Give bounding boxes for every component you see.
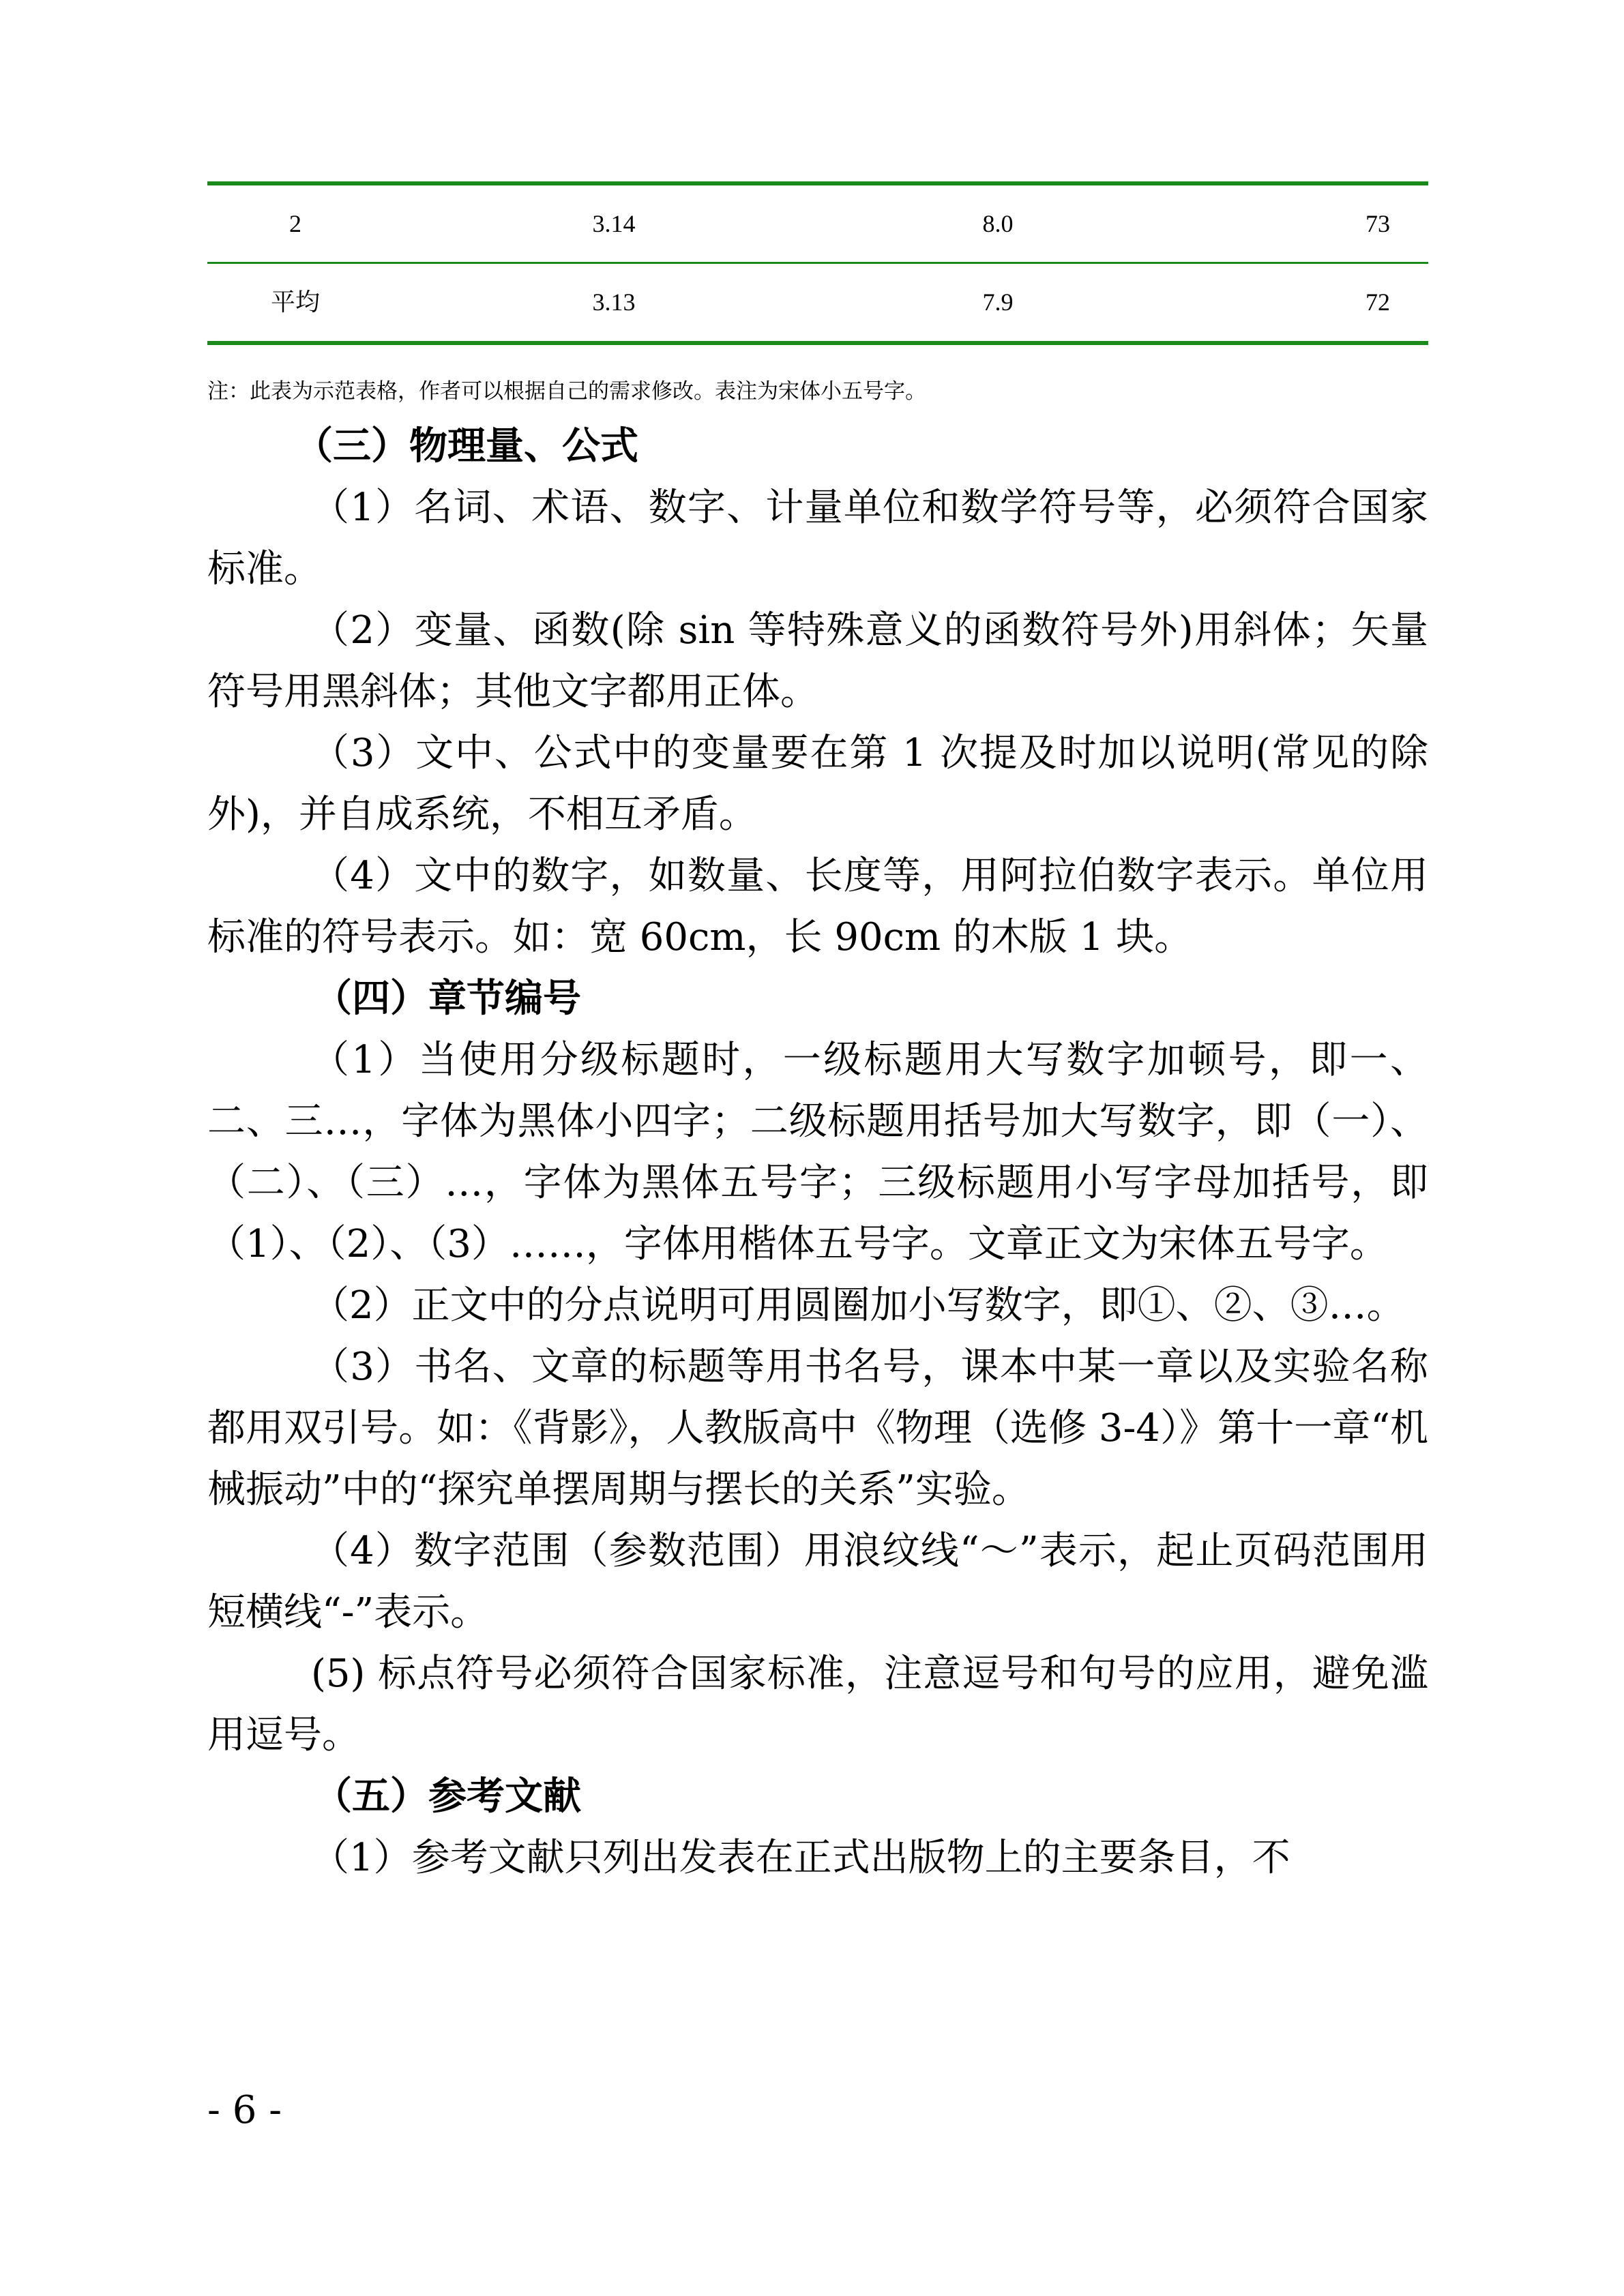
table-cell: 3.13 [592, 288, 636, 316]
paragraph: (5) 标点符号必须符合国家标准，注意逗号和句号的应用，避免滥用逗号。 [207, 1652, 1428, 1757]
paragraph: （1）当使用分级标题时，一级标题用大写数字加顿号，即一、二、三…，字体为黑体小四字；二级标题用括号加大写数字，即（一）、（二）、（三）…，字体为黑体五号字；三级标题用小写字母加括号，即（1）、（2）、（3）……，字体用楷体五号字。文章正文为宋体五号字。 [207, 1038, 1428, 1266]
table-cell: 2 [289, 210, 301, 237]
table-bottom-rule [207, 341, 1428, 345]
paragraph: （3）书名、文章的标题等用书名号，课本中某一章以及实验名称都用双引号。如：《背影》，人教版高中《物理（选修 3-4）》第十一章“机械振动”中的“探究单摆周期与摆长的关系”实验。 [207, 1345, 1428, 1512]
table-cell: 73 [1365, 210, 1390, 237]
section-heading: （四）章节编号 [314, 976, 581, 1021]
table-cell: 3.14 [592, 210, 636, 237]
table-cell: 8.0 [982, 210, 1014, 237]
paragraph: （1）参考文献只列出发表在正式出版物上的主要条目，不 [311, 1836, 1290, 1880]
table-cell: 7.9 [982, 288, 1014, 316]
table-cell: 平均 [270, 288, 320, 316]
paragraph: （4）数字范围（参数范围）用浪纹线“～”表示，起止页码范围用短横线“-”表示。 [207, 1529, 1428, 1635]
paragraph: （3）文中、公式中的变量要在第 1 次提及时加以说明(常见的除外)，并自成系统，不相互矛盾。 [207, 731, 1428, 837]
page-number: - 6 - [207, 2088, 282, 2132]
table-row [207, 264, 1428, 340]
paragraph: （2）变量、函数(除 sin 等特殊意义的函数符号外)用斜体；矢量符号用黑斜体；其他文字都用正体。 [207, 608, 1428, 714]
paragraph: （4）文中的数字，如数量、长度等，用阿拉伯数字表示。单位用标准的符号表示。如：宽 60cm，长 90cm 的木版 1 块。 [207, 854, 1428, 959]
paragraph: （1）名词、术语、数字、计量单位和数学符号等，必须符合国家标准。 [207, 486, 1428, 591]
paragraph: （2）正文中的分点说明可用圆圈加小写数字，即①、②、③…。 [311, 1283, 1405, 1328]
table-note: 注：此表为示范表格，作者可以根据自己的需求修改。表注为宋体小五号字。 [207, 379, 926, 404]
section-heading: （五）参考文献 [314, 1774, 581, 1819]
table-row [207, 185, 1428, 262]
body-text [207, 416, 1428, 1889]
section-heading: （三）物理量、公式 [295, 424, 638, 468]
table-cell: 72 [1365, 288, 1390, 316]
